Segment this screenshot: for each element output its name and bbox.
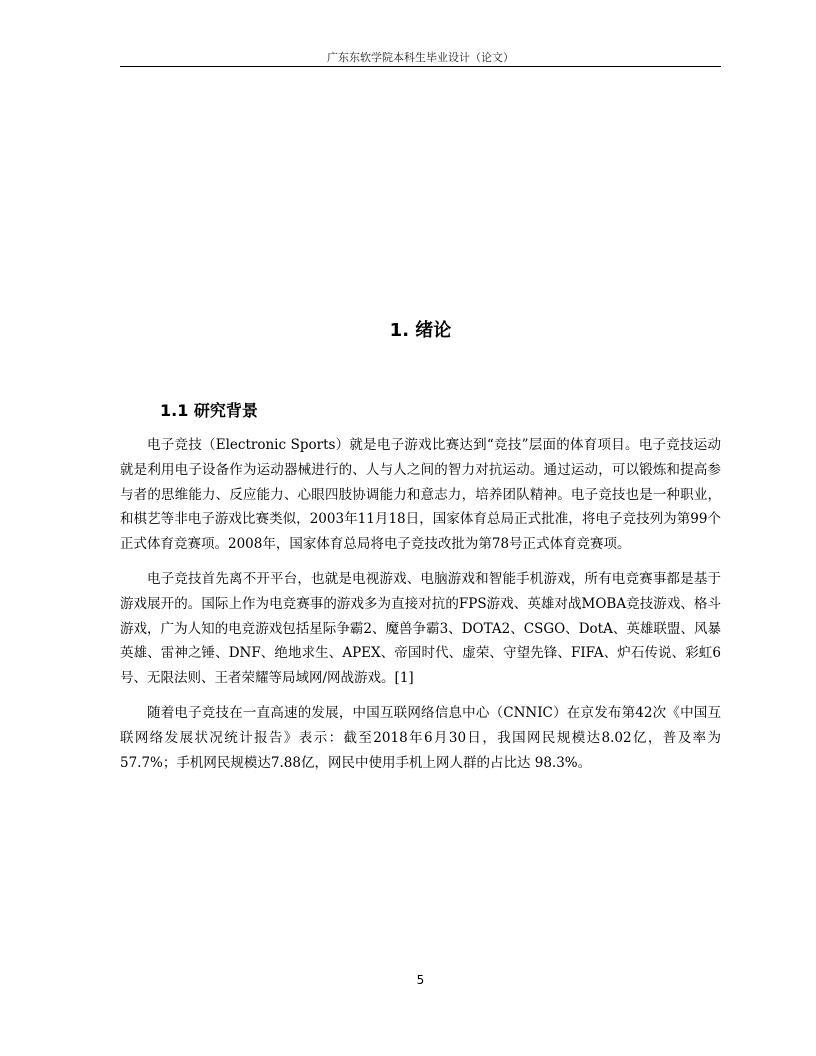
body-text	[120, 433, 721, 785]
paragraph-esports-definition: 电子竞技（Electronic Sports）就是电子游戏比赛达到“竞技”层面的体育项目。电子竞技运动就是利用电子设备作为运动器械进行的、人与人之间的智力对抗运动。通过运动，可以锻炼和提高参与者的思维能力、反应能力、心眼四肢协调能力和意志力，培养团队精神。电子竞技也是一种职业，和棋艺等非电子游戏比赛类似，2003年11月18日，国家体育总局正式批准，将电子竞技列为第99个正式体育竞赛项。2008年，国家体育总局将电子竞技改批为第78号正式体育竞赛项。	[120, 437, 721, 553]
header-rule	[120, 66, 721, 67]
paragraph-esports-platforms: 电子竞技首先离不开平台，也就是电视游戏、电脑游戏和智能手机游戏，所有电竞赛事都是基于游戏展开的。国际上作为电竞赛事的游戏多为直接对抗的FPS游戏、英雄对战MOBA竞技游戏、格斗游戏，广为人知的电竞游戏包括星际争霸2、魔兽争霸3、DOTA2、CSGO、DotA、英雄联盟、风暴英雄、雷神之锤、DNF、绝地求生、APEX、帝国时代、虚荣、守望先锋、FIFA、炉石传说、彩虹6号、无限法则、王者荣耀等局域网/网战游戏。[1]	[120, 570, 721, 687]
page-number: 5	[416, 973, 425, 987]
running-header: 广东东软学院本科生毕业设计（论文）	[327, 51, 514, 64]
chapter-title: 1. 绪论	[389, 320, 452, 341]
paragraph-cnnic-statistics: 随着电子竞技在一直高速的发展，中国互联网络信息中心（CNNIC）在京发布第42次《中国互联网络发展状况统计报告》表示：截至2018年6月30日，我国网民规模达8.02亿，普及率为57.7%；手机网民规模达7.88亿，网民中使用手机上网人群的占比达 98.3%。	[120, 704, 721, 771]
section-title: 1.1 研究背景	[160, 401, 258, 420]
